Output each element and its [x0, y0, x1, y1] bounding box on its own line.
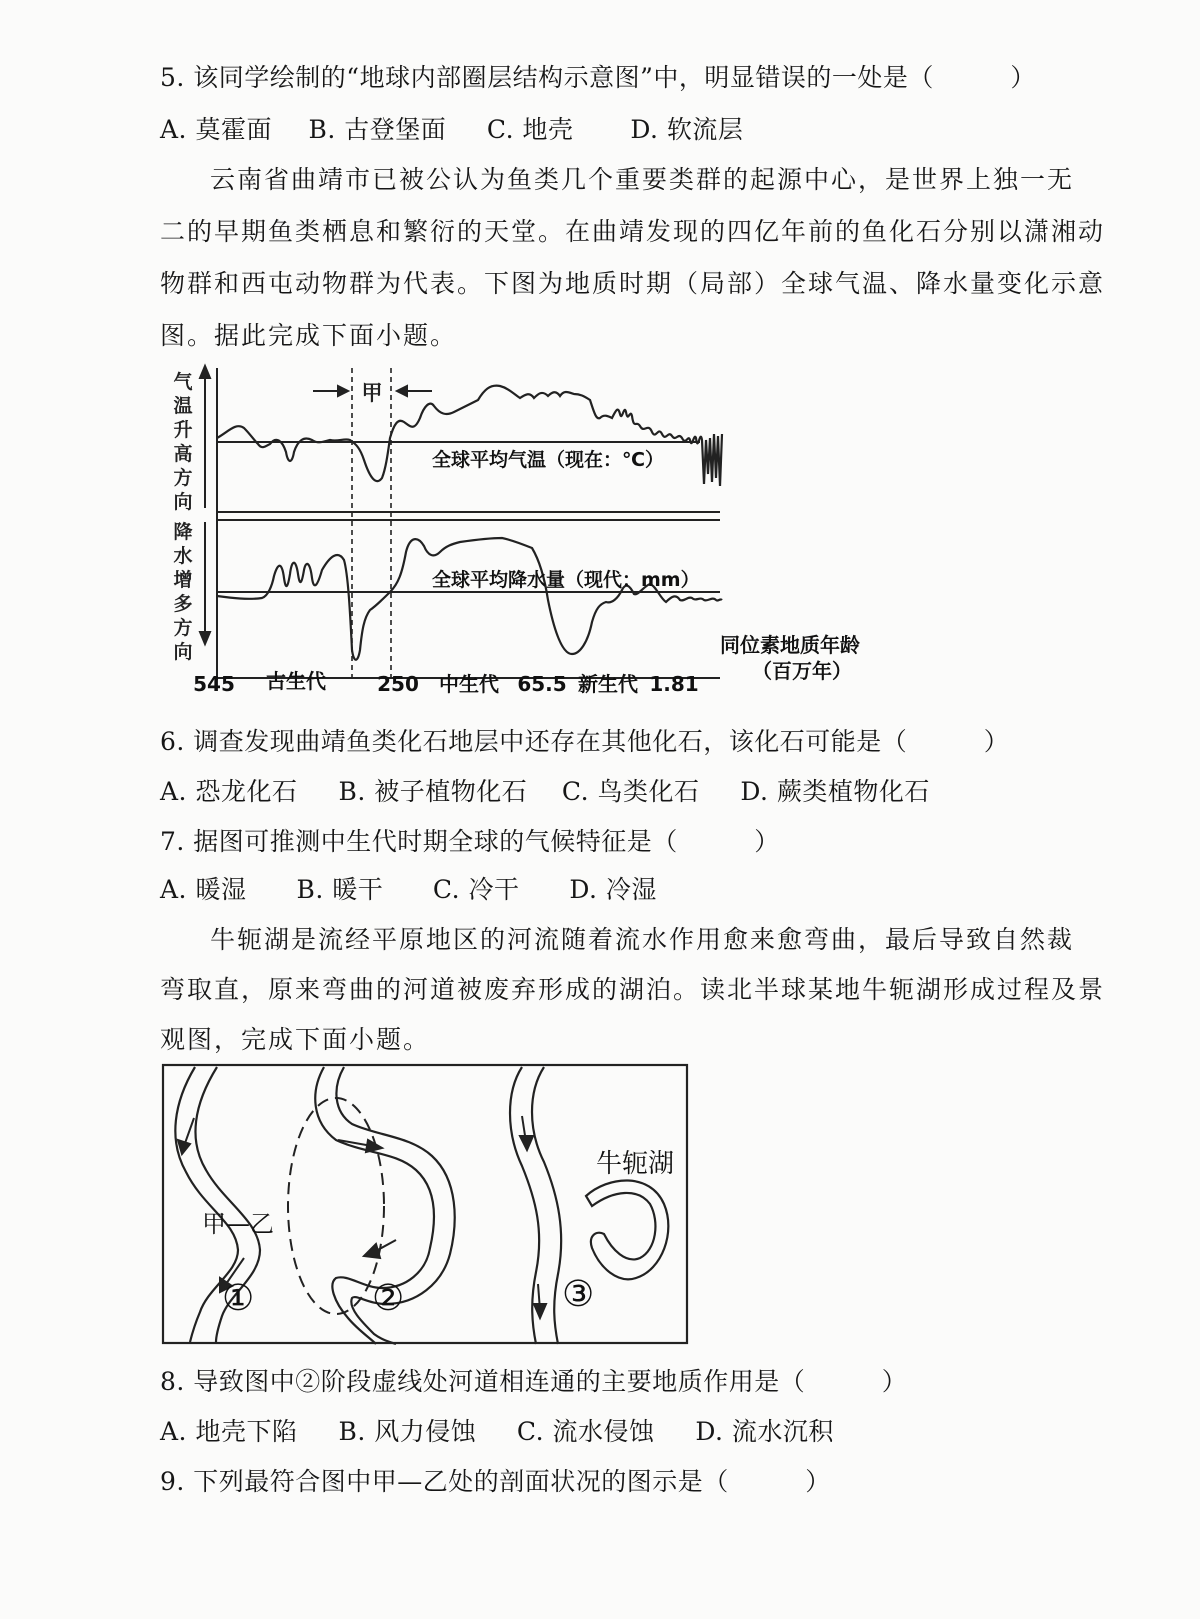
q7-stem: 7. 据图可推测中生代时期全球的气候特征是（ ）: [160, 827, 780, 856]
q6-option-b: B. 被子植物化石: [338, 777, 528, 806]
passage1-line-1: 云南省曲靖市已被公认为鱼类几个重要类群的起源中心，是世界上独一无: [210, 165, 1075, 194]
q8-option-c: C. 流水侵蚀: [516, 1417, 655, 1446]
temp-axis-char-2: 温: [173, 395, 193, 417]
tick-250: 250: [377, 672, 419, 696]
temp-mean-label: 全球平均气温（现在：℃）: [432, 449, 665, 471]
era-cenozoic: 新生代: [578, 672, 638, 696]
q7-option-c: C. 冷干: [432, 875, 520, 904]
q8-options: [160, 1412, 834, 1448]
q7-option-b: B. 暖干: [296, 875, 384, 904]
passage2-line-2: 弯取直，原来弯曲的河道被废弃形成的湖泊。读北半球某地牛轭湖形成过程及景: [160, 975, 1106, 1004]
temp-axis-arrow: [200, 366, 210, 508]
passage2-line-1: 牛轭湖是流经平原地区的河流随着流水作用愈来愈弯曲，最后导致自然裁: [210, 925, 1075, 954]
q8-option-a: A. 地壳下陷: [160, 1417, 298, 1446]
q6-option-c: C. 鸟类化石: [561, 777, 700, 806]
precip-axis-char-5: 方: [173, 617, 193, 639]
tick-545: 545: [193, 672, 235, 696]
q6-options: [160, 772, 930, 808]
stage-3-label: ③: [562, 1274, 595, 1315]
precip-mean-label: 全球平均降水量（现代：mm）: [432, 569, 700, 591]
precip-axis-char-3: 增: [173, 569, 193, 591]
q7-option-d: D. 冷湿: [569, 875, 657, 904]
age-axis-label-line2: （百万年）: [752, 659, 852, 683]
q8-option-d: D. 流水沉积: [695, 1417, 834, 1446]
stage-1-label: ①: [222, 1278, 255, 1319]
temp-axis-char-1: 气: [173, 371, 193, 393]
passage1-line-3: 物群和西屯动物群为代表。下图为地质时期（局部）全球气温、降水量变化示意: [160, 269, 1106, 298]
tick-65-5: 65.5: [517, 672, 567, 696]
q5-option-a: A. 莫霍面: [160, 115, 272, 144]
q6-option-a: A. 恐龙化石: [160, 777, 298, 806]
precip-axis-char-2: 水: [173, 545, 193, 567]
passage2-line-3: 观图，完成下面小题。: [160, 1025, 431, 1054]
stage2-flow-arrows: [338, 1140, 396, 1258]
jia-yi-label: 甲—乙: [202, 1210, 274, 1238]
precip-axis-arrow: [200, 522, 210, 644]
era-mesozoic: 中生代: [439, 672, 499, 696]
passage1-line-4: 图。据此完成下面小题。: [160, 321, 458, 350]
temp-axis-char-6: 向: [173, 491, 193, 513]
q5-option-d: D. 软流层: [630, 115, 744, 144]
q7-option-a: A. 暖湿: [160, 875, 247, 904]
stage-2-label: ②: [372, 1278, 405, 1319]
q6-stem: 6. 调查发现曲靖鱼类化石地层中还存在其他化石，该化石可能是（ ）: [160, 727, 1010, 756]
precip-curve: [217, 538, 722, 660]
q8-stem: 8. 导致图中②阶段虚线处河道相连通的主要地质作用是（ ）: [160, 1367, 908, 1396]
jia-label: 甲: [361, 381, 383, 405]
oxbow-lake: [586, 1180, 668, 1279]
oxbow-lake-figure: [160, 1062, 700, 1362]
tick-1-81: 1.81: [649, 672, 699, 696]
era-paleozoic: 古生代: [266, 669, 326, 693]
precip-axis-char-1: 降: [173, 521, 193, 543]
stage3-river: [510, 1067, 561, 1344]
oxbow-lake-label: 牛轭湖: [596, 1149, 675, 1179]
passage1-line-2: 二的早期鱼类栖息和繁衍的天堂。在曲靖发现的四亿年前的鱼化石分别以潇湘动: [160, 217, 1106, 246]
q5-options: [160, 110, 743, 146]
precip-axis-char-4: 多: [173, 593, 193, 615]
temp-axis-char-4: 高: [173, 443, 193, 465]
q8-option-b: B. 风力侵蚀: [338, 1417, 477, 1446]
q6-option-d: D. 蕨类植物化石: [740, 777, 930, 806]
temp-axis-char-3: 升: [173, 419, 193, 441]
temp-axis-char-5: 方: [173, 467, 193, 489]
climate-figure: [0, 360, 1200, 700]
q5-stem: 5. 该同学绘制的“地球内部圈层结构示意图”中，明显错误的一处是（ ）: [160, 63, 1036, 92]
age-axis-label-line1: 同位素地质年龄: [720, 633, 860, 657]
precip-axis-char-6: 向: [173, 641, 193, 663]
q5-option-b: B. 古登堡面: [308, 115, 447, 144]
q9-stem: 9. 下列最符合图中甲—乙处的剖面状况的图示是（ ）: [160, 1467, 831, 1496]
q7-options: [160, 870, 657, 906]
q5-option-c: C. 地壳: [486, 115, 574, 144]
